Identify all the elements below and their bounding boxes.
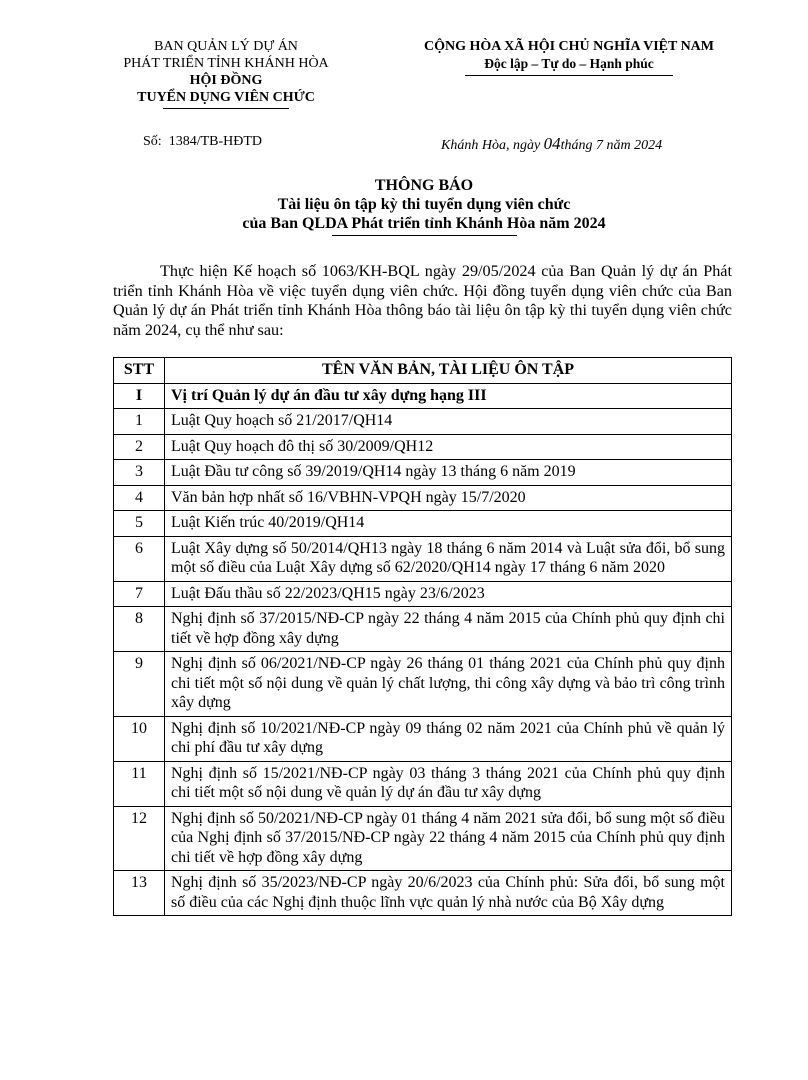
row-title: Luật Đầu tư công số 39/2019/QH14 ngày 13 tháng 6 năm 2019 [165, 460, 732, 486]
intro-text: Thực hiện Kế hoạch số 1063/KH-BQL ngày 29/05/2024 của Ban Quản lý dự án Phát triển tỉnh Khánh Hòa về việc tuyển dụng viên chức. Hội đồng tuyển dụng viên chức của Ban Quản lý dự án Phát triển tỉnh Khánh Hòa thông báo tài liệu ôn tập kỳ thi tuyển dụng viên chức năm 2024, cụ thể như sau: [113, 262, 732, 339]
table-row [114, 761, 732, 806]
national-title: CỘNG HÒA XÃ HỘI CHỦ NGHĨA VIỆT NAM [423, 39, 714, 54]
table-row [114, 652, 732, 717]
table-row [114, 607, 732, 652]
table-row [114, 806, 732, 871]
table-row [114, 581, 732, 607]
column-header-stt: STT [114, 358, 165, 384]
row-title: Luật Quy hoạch đô thị số 30/2009/QH12 [165, 434, 732, 460]
row-number: 6 [114, 536, 165, 581]
motto-underline [465, 75, 673, 76]
row-number: 9 [114, 652, 165, 717]
table-row [114, 716, 732, 761]
table-row [114, 460, 732, 486]
row-title: Nghị định số 37/2015/NĐ-CP ngày 22 tháng 4 năm 2015 của Chính phủ quy định chi tiết về hợp đồng xây dựng [165, 607, 732, 652]
row-number: 11 [114, 761, 165, 806]
title-underline [332, 235, 517, 236]
table-row [114, 409, 732, 435]
section-row [114, 383, 732, 409]
table-row [114, 434, 732, 460]
agency-line-1: BAN QUẢN LÝ DỰ ÁN [154, 39, 298, 54]
national-motto: Độc lập – Tự do – Hạnh phúc [484, 56, 654, 71]
document-number-value: 1384/TB-HĐTD [168, 134, 263, 149]
date-prefix: Khánh Hòa, ngày [441, 138, 541, 153]
document-title-block [100, 176, 748, 236]
document-title: THÔNG BÁO [374, 177, 474, 194]
section-title: Vị trí Quản lý dự án đầu tư xây dựng hạng III [165, 383, 732, 409]
intro-paragraph [113, 262, 732, 340]
agency-line-3: HỘI ĐỒNG [189, 73, 263, 88]
row-number: 5 [114, 511, 165, 537]
table-row [114, 511, 732, 537]
document-number [143, 134, 262, 150]
row-number: 12 [114, 806, 165, 871]
date-suffix: tháng 7 năm 2024 [560, 138, 663, 153]
row-number: 13 [114, 871, 165, 916]
row-title: Nghị định số 35/2023/NĐ-CP ngày 20/6/2023 của Chính phủ: Sửa đổi, bổ sung một số điều của các Nghị định thuộc lĩnh vực quản lý nhà nước của Bộ Xây dựng [165, 871, 732, 916]
row-title: Luật Kiến trúc 40/2019/QH14 [165, 511, 732, 537]
row-title: Luật Quy hoạch số 21/2017/QH14 [165, 409, 732, 435]
table-row [114, 871, 732, 916]
row-number: 1 [114, 409, 165, 435]
date-day: 04 [543, 134, 561, 153]
row-title: Luật Đấu thầu số 22/2023/QH15 ngày 23/6/2023 [165, 581, 732, 607]
row-title: Nghị định số 15/2021/NĐ-CP ngày 03 tháng 3 tháng 2021 của Chính phủ quy định chi tiết một số nội dung về quản lý dự án đầu tư xây dựng [165, 761, 732, 806]
row-title: Nghị định số 50/2021/NĐ-CP ngày 01 tháng 4 năm 2021 sửa đổi, bổ sung một số điều của Nghị định số 37/2015/NĐ-CP ngày 22 tháng 4 năm 2015 của Chính phủ quy định chi tiết về hợp đồng xây dựng [165, 806, 732, 871]
national-motto-block [384, 38, 754, 76]
row-title: Luật Xây dựng số 50/2014/QH13 ngày 18 tháng 6 năm 2014 và Luật sửa đổi, bổ sung một số điều của Luật Xây dựng số 62/2020/QH14 ngày 17 tháng 6 năm 2020 [165, 536, 732, 581]
agency-line-4: TUYỂN DỤNG VIÊN CHỨC [137, 90, 315, 105]
row-title: Nghị định số 06/2021/NĐ-CP ngày 26 tháng 01 tháng 2021 của Chính phủ quy định chi tiết một số nội dung về quản lý chất lượng, thi công xây dựng và bảo trì công trình xây dựng [165, 652, 732, 717]
row-number: 8 [114, 607, 165, 652]
section-number: I [114, 383, 165, 409]
row-number: 4 [114, 485, 165, 511]
agency-underline [163, 108, 289, 109]
table-row [114, 536, 732, 581]
row-number: 2 [114, 434, 165, 460]
row-title: Nghị định số 10/2021/NĐ-CP ngày 09 tháng 02 năm 2021 của Chính phủ về quản lý chi phí đầu tư xây dựng [165, 716, 732, 761]
row-title: Văn bản hợp nhất số 16/VBHN-VPQH ngày 15/7/2020 [165, 485, 732, 511]
table-header-row [114, 358, 732, 384]
document-subtitle-2: của Ban QLDA Phát triển tỉnh Khánh Hòa năm 2024 [242, 215, 606, 232]
document-number-label: Số: [143, 134, 162, 149]
table-row [114, 485, 732, 511]
row-number: 3 [114, 460, 165, 486]
agency-line-2: PHÁT TRIỂN TỈNH KHÁNH HÒA [123, 56, 329, 71]
document-subtitle-1: Tài liệu ôn tập kỳ thi tuyển dụng viên chức [277, 196, 571, 213]
row-number: 10 [114, 716, 165, 761]
issuing-agency-block [96, 38, 356, 109]
issue-date [441, 134, 662, 154]
row-number: 7 [114, 581, 165, 607]
column-header-title: TÊN VĂN BẢN, TÀI LIỆU ÔN TẬP [165, 358, 732, 384]
document-list-table [113, 357, 732, 916]
